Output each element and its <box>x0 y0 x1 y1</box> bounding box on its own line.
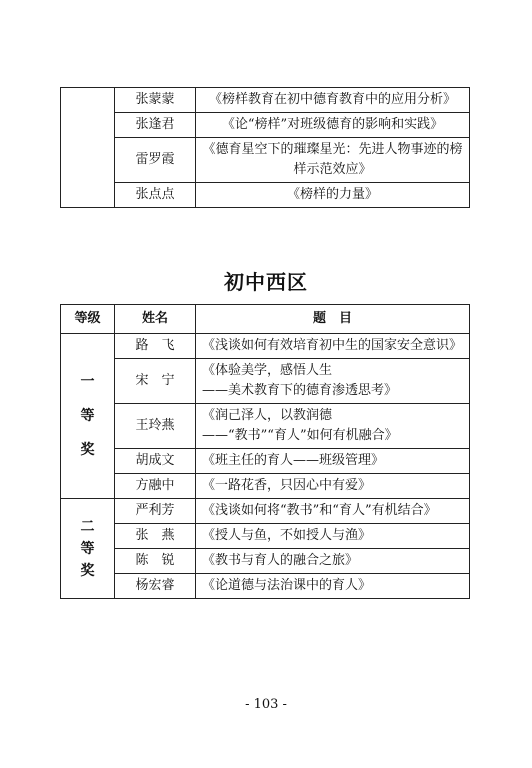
paper-title: 《一路花香，只因心中有爱》 <box>196 474 470 499</box>
author-name: 宋 宁 <box>115 359 196 404</box>
header-grade: 等级 <box>61 305 115 334</box>
author-name: 陈 锐 <box>115 549 196 574</box>
paper-title: 《论“榜样”对班级德育的影响和实践》 <box>196 113 470 138</box>
paper-title: 《浅谈如何有效培育初中生的国家安全意识》 <box>196 334 470 359</box>
section-title: 初中西区 <box>224 270 308 294</box>
table-row <box>61 183 470 208</box>
author-name: 严利芳 <box>115 499 196 524</box>
paper-title: 《授人与鱼，不如授人与渔》 <box>196 524 470 549</box>
paper-title: 《论道德与法治课中的育人》 <box>196 574 470 599</box>
table-row <box>61 549 470 574</box>
header-title: 题 目 <box>196 305 470 334</box>
table-row <box>61 404 470 449</box>
table-row <box>61 113 470 138</box>
author-name: 张逢君 <box>115 113 196 138</box>
paper-title: 《教书与育人的融合之旅》 <box>196 549 470 574</box>
continued-award-table <box>60 87 470 208</box>
author-name: 胡成文 <box>115 449 196 474</box>
grade-first-prize: 一 等 奖 <box>61 334 115 499</box>
author-name: 方融中 <box>115 474 196 499</box>
grade-cell <box>61 88 115 208</box>
paper-title: 《润己泽人，以教润德 ——“教书”“育人”如何有机融合》 <box>196 404 470 449</box>
grade-second-prize: 二 等 奖 <box>61 499 115 599</box>
paper-title: 《德育星空下的璀璨星光：先进人物事迹的榜样示范效应》 <box>196 138 470 183</box>
table-row <box>61 474 470 499</box>
paper-title: 《浅谈如何将“教书”和“育人”有机结合》 <box>196 499 470 524</box>
author-name: 张蒙蒙 <box>115 88 196 113</box>
paper-title: 《班主任的育人——班级管理》 <box>196 449 470 474</box>
table-header-row <box>61 305 470 334</box>
table-row <box>61 524 470 549</box>
author-name: 杨宏睿 <box>115 574 196 599</box>
author-name: 张点点 <box>115 183 196 208</box>
header-name: 姓名 <box>115 305 196 334</box>
table-row <box>61 88 470 113</box>
author-name: 路 飞 <box>115 334 196 359</box>
paper-title: 《榜样的力量》 <box>196 183 470 208</box>
paper-title: 《榜样教育在初中德育教育中的应用分析》 <box>196 88 470 113</box>
table-row <box>61 334 470 359</box>
table-row <box>61 499 470 524</box>
table-row <box>61 574 470 599</box>
author-name: 雷罗霞 <box>115 138 196 183</box>
page-number: - 103 - <box>245 697 287 712</box>
award-table <box>60 304 470 599</box>
author-name: 张 燕 <box>115 524 196 549</box>
table-row <box>61 449 470 474</box>
author-name: 王玲燕 <box>115 404 196 449</box>
paper-title: 《体验美学，感悟人生 ——美术教育下的德育渗透思考》 <box>196 359 470 404</box>
table-row <box>61 359 470 404</box>
table-row <box>61 138 470 183</box>
